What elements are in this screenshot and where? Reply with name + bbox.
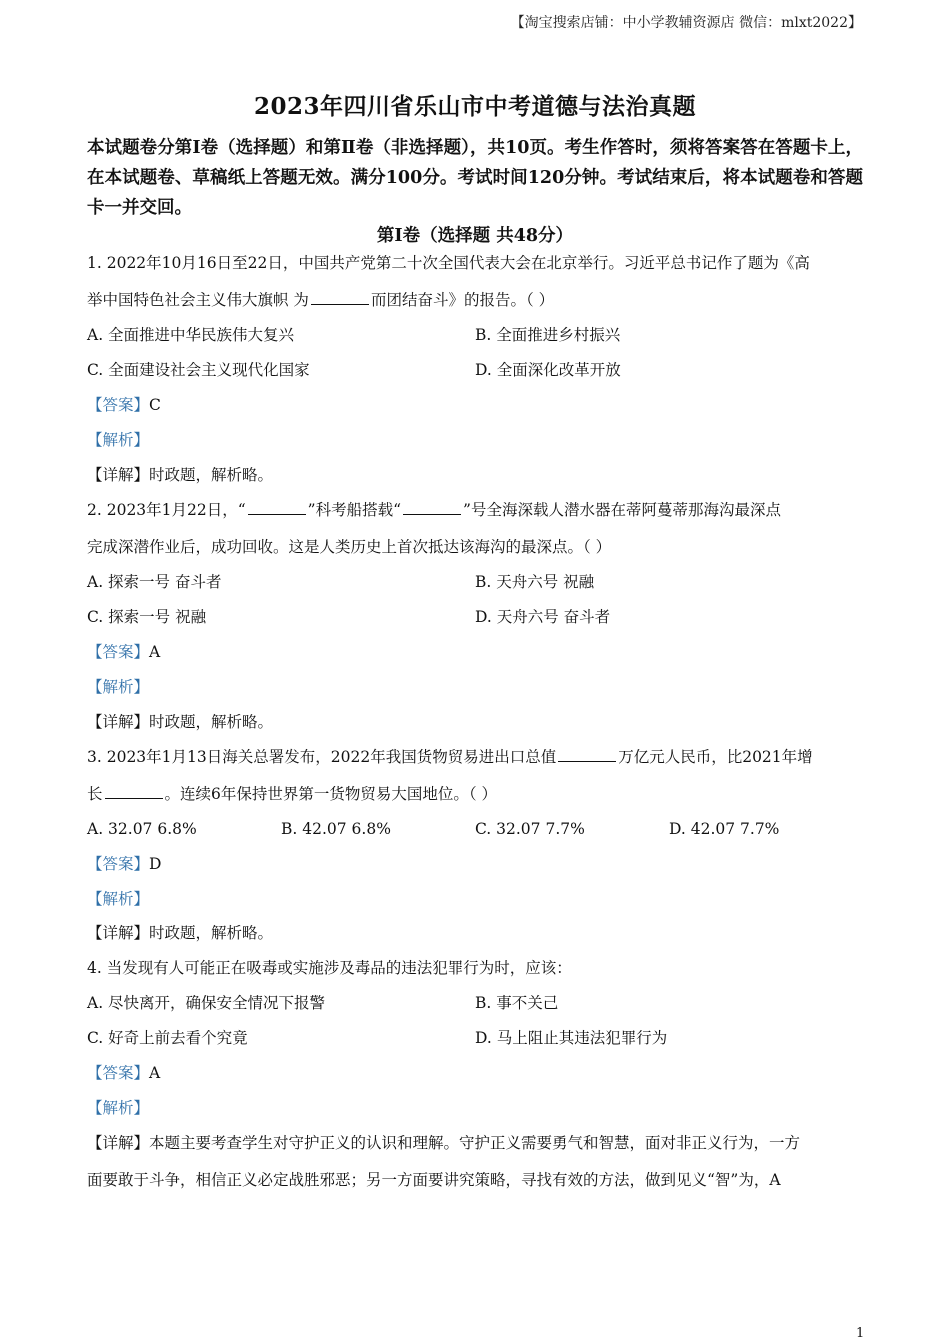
question-4-option-c: C. 好奇上前去看个究竟 — [87, 1029, 248, 1047]
stem-text: ”科考船搭载“ — [307, 501, 402, 519]
answer-value: A — [149, 1064, 161, 1082]
detail-text: 时政题，解析略。 — [149, 713, 274, 731]
answer-value: C — [149, 396, 161, 414]
stem-text: 万亿元人民币，比2021年增 — [618, 748, 813, 766]
detail-label: 【详解】 — [87, 924, 150, 942]
question-3-answer — [87, 853, 161, 875]
question-3-option-d: D. 42.07 7.7% — [669, 820, 780, 838]
answer-label: 【答案】 — [87, 643, 150, 661]
question-3-option-a: A. 32.07 6.8% — [87, 820, 197, 838]
question-3-option-b: B. 42.07 6.8% — [281, 820, 391, 838]
question-1-option-a: A. 全面推进中华民族伟大复兴 — [87, 326, 295, 344]
detail-text: 时政题，解析略。 — [149, 924, 274, 942]
question-2-detail — [87, 711, 273, 733]
detail-label: 【详解】 — [87, 713, 150, 731]
answer-blank — [558, 747, 616, 762]
question-3-stem-line2 — [87, 783, 497, 805]
question-4-detail-line1 — [87, 1132, 800, 1154]
question-4-analysis-label: 【解析】 — [87, 1099, 150, 1117]
stem-text: 2. 2023年1月22日，“ — [87, 501, 246, 519]
detail-text: 本题主要考查学生对守护正义的认识和理解。守护正义需要勇气和智慧，面对非正义行为，一方 — [149, 1134, 801, 1152]
section-title: 第Ⅰ卷（选择题 共48分） — [376, 226, 574, 246]
question-1-stem-line1: 1. 2022年10月16日至22日，中国共产党第二十次全国代表大会在北京举行。习近平总书记作了题为《高 — [87, 254, 810, 272]
question-3-stem-line1 — [87, 746, 813, 768]
page-number: 1 — [856, 1326, 865, 1341]
question-2-analysis-label: 【解析】 — [87, 678, 150, 696]
stem-text: 举中国特色社会主义伟大旗帜 为 — [87, 291, 309, 309]
question-2-stem-line2: 完成深潜作业后，成功回收。这是人类历史上首次抵达该海沟的最深点。（ ） — [87, 538, 612, 556]
stem-text: 长 — [87, 785, 103, 803]
answer-blank — [105, 784, 163, 799]
stem-text: 3. 2023年1月13日海关总署发布，2022年我国货物贸易进出口总值 — [87, 748, 557, 766]
question-1-stem-line2 — [87, 289, 554, 311]
exam-instructions: 本试题卷分第Ⅰ卷（选择题）和第Ⅱ卷（非选择题），共10页。考生作答时，须将答案答在答题卡上，在本试题卷、草稿纸上答题无效。满分100分。考试时间120分钟。考试结束后，将本试题卷和答题卡一并交回。 — [87, 138, 863, 218]
question-1-detail — [87, 464, 273, 486]
stem-text: 。连续6年保持世界第一货物贸易大国地位。（ ） — [164, 785, 498, 803]
question-4-answer — [87, 1062, 160, 1084]
question-4-option-d: D. 马上阻止其违法犯罪行为 — [475, 1029, 668, 1047]
answer-value: D — [149, 855, 162, 873]
question-3-detail — [87, 922, 273, 944]
question-2-stem-line1 — [87, 499, 781, 521]
question-2-option-c: C. 探索一号 祝融 — [87, 608, 207, 626]
question-3-option-c: C. 32.07 7.7% — [475, 820, 585, 838]
answer-blank — [248, 500, 306, 515]
header-note: 【淘宝搜索店铺：中小学教辅资源店 微信：mlxt2022】 — [510, 15, 862, 31]
detail-label: 【详解】 — [87, 466, 150, 484]
question-2-option-d: D. 天舟六号 奋斗者 — [475, 608, 611, 626]
answer-label: 【答案】 — [87, 855, 150, 873]
page-title: 2023年四川省乐山市中考道德与法治真题 — [253, 93, 696, 120]
detail-text: 时政题，解析略。 — [149, 466, 274, 484]
stem-text: 而团结奋斗》的报告。（ ） — [370, 291, 555, 309]
question-4-option-a: A. 尽快离开，确保安全情况下报警 — [87, 994, 326, 1012]
question-2-option-a: A. 探索一号 奋斗者 — [87, 573, 222, 591]
stem-text: ”号全海深载人潜水器在蒂阿蔓蒂那海沟最深点 — [463, 501, 781, 519]
question-1-answer — [87, 394, 161, 416]
question-1-analysis-label: 【解析】 — [87, 431, 150, 449]
answer-blank — [403, 500, 461, 515]
question-3-analysis-label: 【解析】 — [87, 890, 150, 908]
question-2-option-b: B. 天舟六号 祝融 — [475, 573, 595, 591]
question-1-option-b: B. 全面推进乡村振兴 — [475, 326, 621, 344]
answer-blank — [311, 290, 369, 305]
answer-label: 【答案】 — [87, 396, 150, 414]
answer-label: 【答案】 — [87, 1064, 150, 1082]
question-4-detail-line2: 面要敢于斗争，相信正义必定战胜邪恶；另一方面要讲究策略，寻找有效的方法，做到见义“智”为，A — [87, 1171, 781, 1189]
detail-label: 【详解】 — [87, 1134, 150, 1152]
question-2-answer — [87, 641, 160, 663]
question-1-option-c: C. 全面建设社会主义现代化国家 — [87, 361, 310, 379]
answer-value: A — [149, 643, 161, 661]
question-1-option-d: D. 全面深化改革开放 — [475, 361, 621, 379]
question-4-stem-line1: 4. 当发现有人可能正在吸毒或实施涉及毒品的违法犯罪行为时，应该： — [87, 959, 572, 977]
question-4-option-b: B. 事不关己 — [475, 994, 559, 1012]
